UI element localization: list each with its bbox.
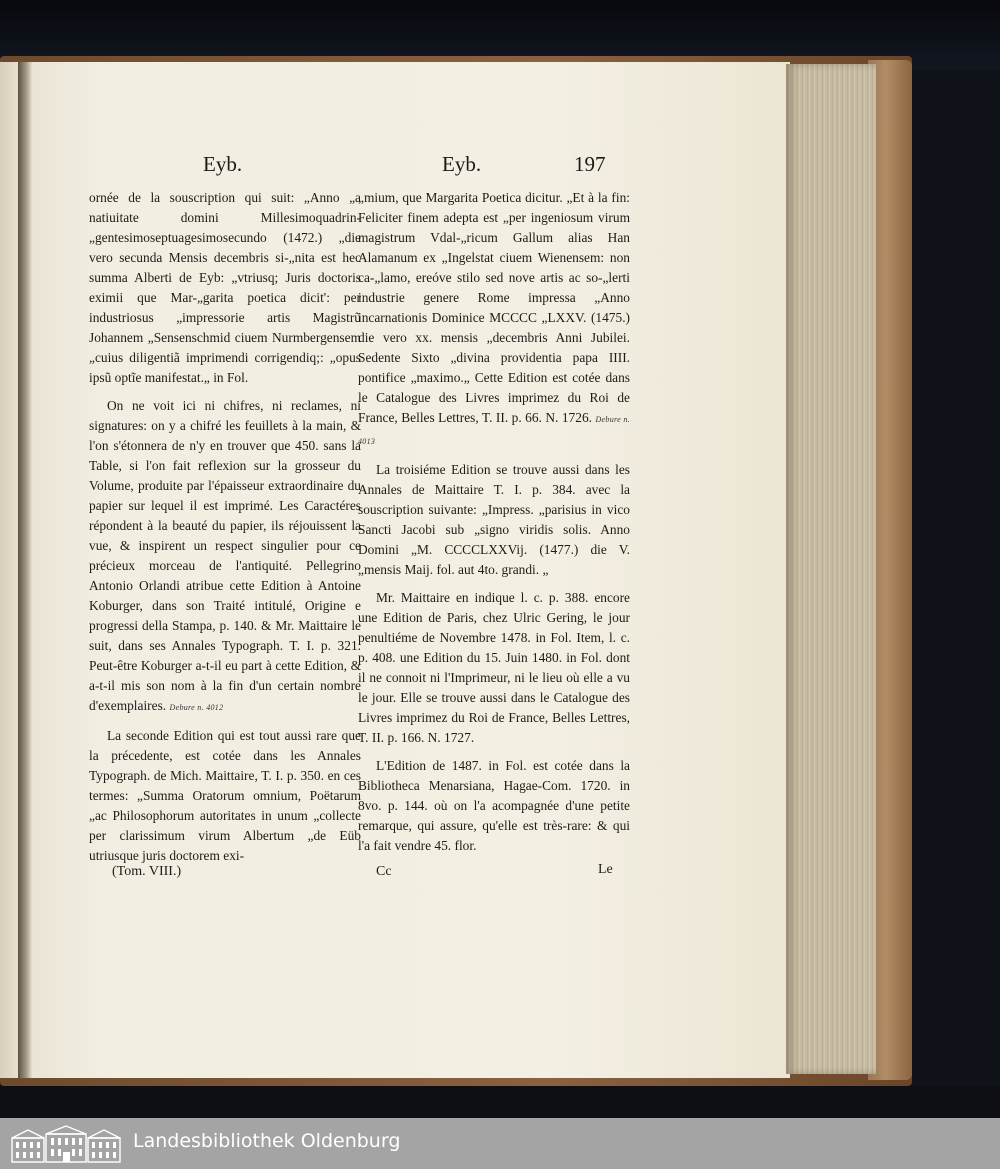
right-paragraph-1-text: „mium, que Margarita Poetica dicitur. „Et à la fin: Feliciter finem adepta est „per ingeniosum virum magistrum Vdal-„ricum Gallum alias Han Alamanum ex „Ingelstat ciuem Wienensem: non ca-„lamo, ereóve stilo sed nove artis ac so-„lerti industrie genere Rome impressa „Anno incarnationis Dominice MCCCC „LXXV. (1475.) die vero xx. mensis „decembris Anni Jubilei. Sedente Sixto „divina providentia papa IIII. pontifice „maximo.„ Cette Edition est cotée dans le Catalogue des Livres imprimez du Roi de France, Belles Lettres, T. II. p. 66. N. 1726.	[358, 190, 630, 425]
page-edges	[786, 64, 876, 1074]
left-paragraph-2-text: On ne voit ici ni chifres, ni reclames, ni signatures: on y a chifré les feuillets à la main, & l'on s'étonnera de n'y en trouver que 450. sans la Table, si l'on fait reflexion sur la grosseur du Volume, produite par l'épaisseur extraordinaire du papier sur lequel il est imprimé. Les Caractéres répondent à la beauté du papier, ils réjouissent la vue, & inspirent un respect singulier pour ce précieux morceau de l'antiquité. Pellegrino Antonio Orlandi atribue cette Edition à Antoine Koburger, dans son Traité intitulé, Origine e progressi della Stampa, p. 140. & Mr. Maittaire le suit, dans ses Annales Typograph. T. I. p. 321. Peut-être Koburger a-t-il eu part à cette Edition, & a-t-il mis son nom à la fin d'un certain nombre d'exemplaires.	[89, 398, 361, 713]
library-building-icon	[8, 1124, 124, 1164]
right-paragraph-1	[358, 188, 630, 452]
right-paragraph-3: Mr. Maittaire en indique l. c. p. 388. encore une Edition de Paris, chez Ulric Gering, le jour penultiéme de Novembre 1478. in Fol. Item, l. c. p. 408. une Edition du 15. Juin 1480. in Fol. dont il ne connoit ni l'Imprimeur, ni le lieu où elle a vu le jour. Elle se trouve aussi dans le Catalogue des Livres imprimez du Roi de France, Belles Lettres, T. II. p. 166. N. 1727.	[358, 590, 630, 745]
handwritten-note-right: Debure n. 4013	[358, 415, 630, 446]
handwritten-note-left: Debure n. 4012	[169, 703, 224, 712]
library-name: Landesbibliothek Oldenburg	[133, 1130, 401, 1152]
page-number: 197	[574, 152, 606, 176]
left-paragraph-3: La seconde Edition qui est tout aussi rare que la précedente, est cotée dans les Annales Typograph. de Mich. Maittaire, T. I. p. 350. en ces termes: „Summa Oratorum omnium, Poëtarum „ac Philosophorum autoritates in unum „collecte per clarissimum virum Albertum „de Eüb utriusque juris doctorem exi-	[89, 728, 361, 863]
left-column	[89, 188, 361, 866]
background-bottom	[0, 1086, 1000, 1118]
book-gutter	[18, 62, 32, 1078]
running-head-center: Eyb.	[442, 152, 482, 176]
library-footer-bar	[0, 1118, 1000, 1169]
left-paragraph-2	[89, 396, 361, 718]
left-paragraph-1: ornée de la souscription qui suit: „Anno „a natiuitate domini Millesimoquadrin-„gentesimoseptuagesimosecundo (1472.) „die vero secunda Mensis decembris si-„nita est hec summa Alberti de Eyb: „vtriusq; Juris doctoris eximii que Mar-„garita poetica dicit': per industriosus „impressorie artis Magistrũ Johannem „Sensenschmid ciuem Nurmbergensem „cuius diligentiã imprimendi corrigendiq;: „opus ipsũ optĩe manifestat.„ in Fol.	[89, 190, 361, 385]
catchword: Le	[598, 862, 613, 877]
signature-mark: Cc	[376, 864, 392, 879]
right-column	[358, 188, 630, 856]
right-paragraph-4: L'Edition de 1487. in Fol. est cotée dans la Bibliotheca Menarsiana, Hagae-Com. 1720. in 8vo. p. 144. où on l'a acompagnée d'une petite remarque, qui assure, qu'elle est très-rare: & qui l'a fait vendre 45. flor.	[358, 758, 630, 853]
volume-note: (Tom. VIII.)	[112, 864, 182, 879]
right-paragraph-2: La troisiéme Edition se trouve aussi dans les Annales de Maittaire T. I. p. 384. avec la souscription suivante: „Impress. „parisius in vico Sancti Jacobi sub „signo viridis solis. Anno Domini „M. CCCCLXXVij. (1477.) die V. „mensis Maij. fol. aut 4to. grandi. „	[358, 462, 630, 577]
running-head-left: Eyb.	[203, 152, 243, 176]
